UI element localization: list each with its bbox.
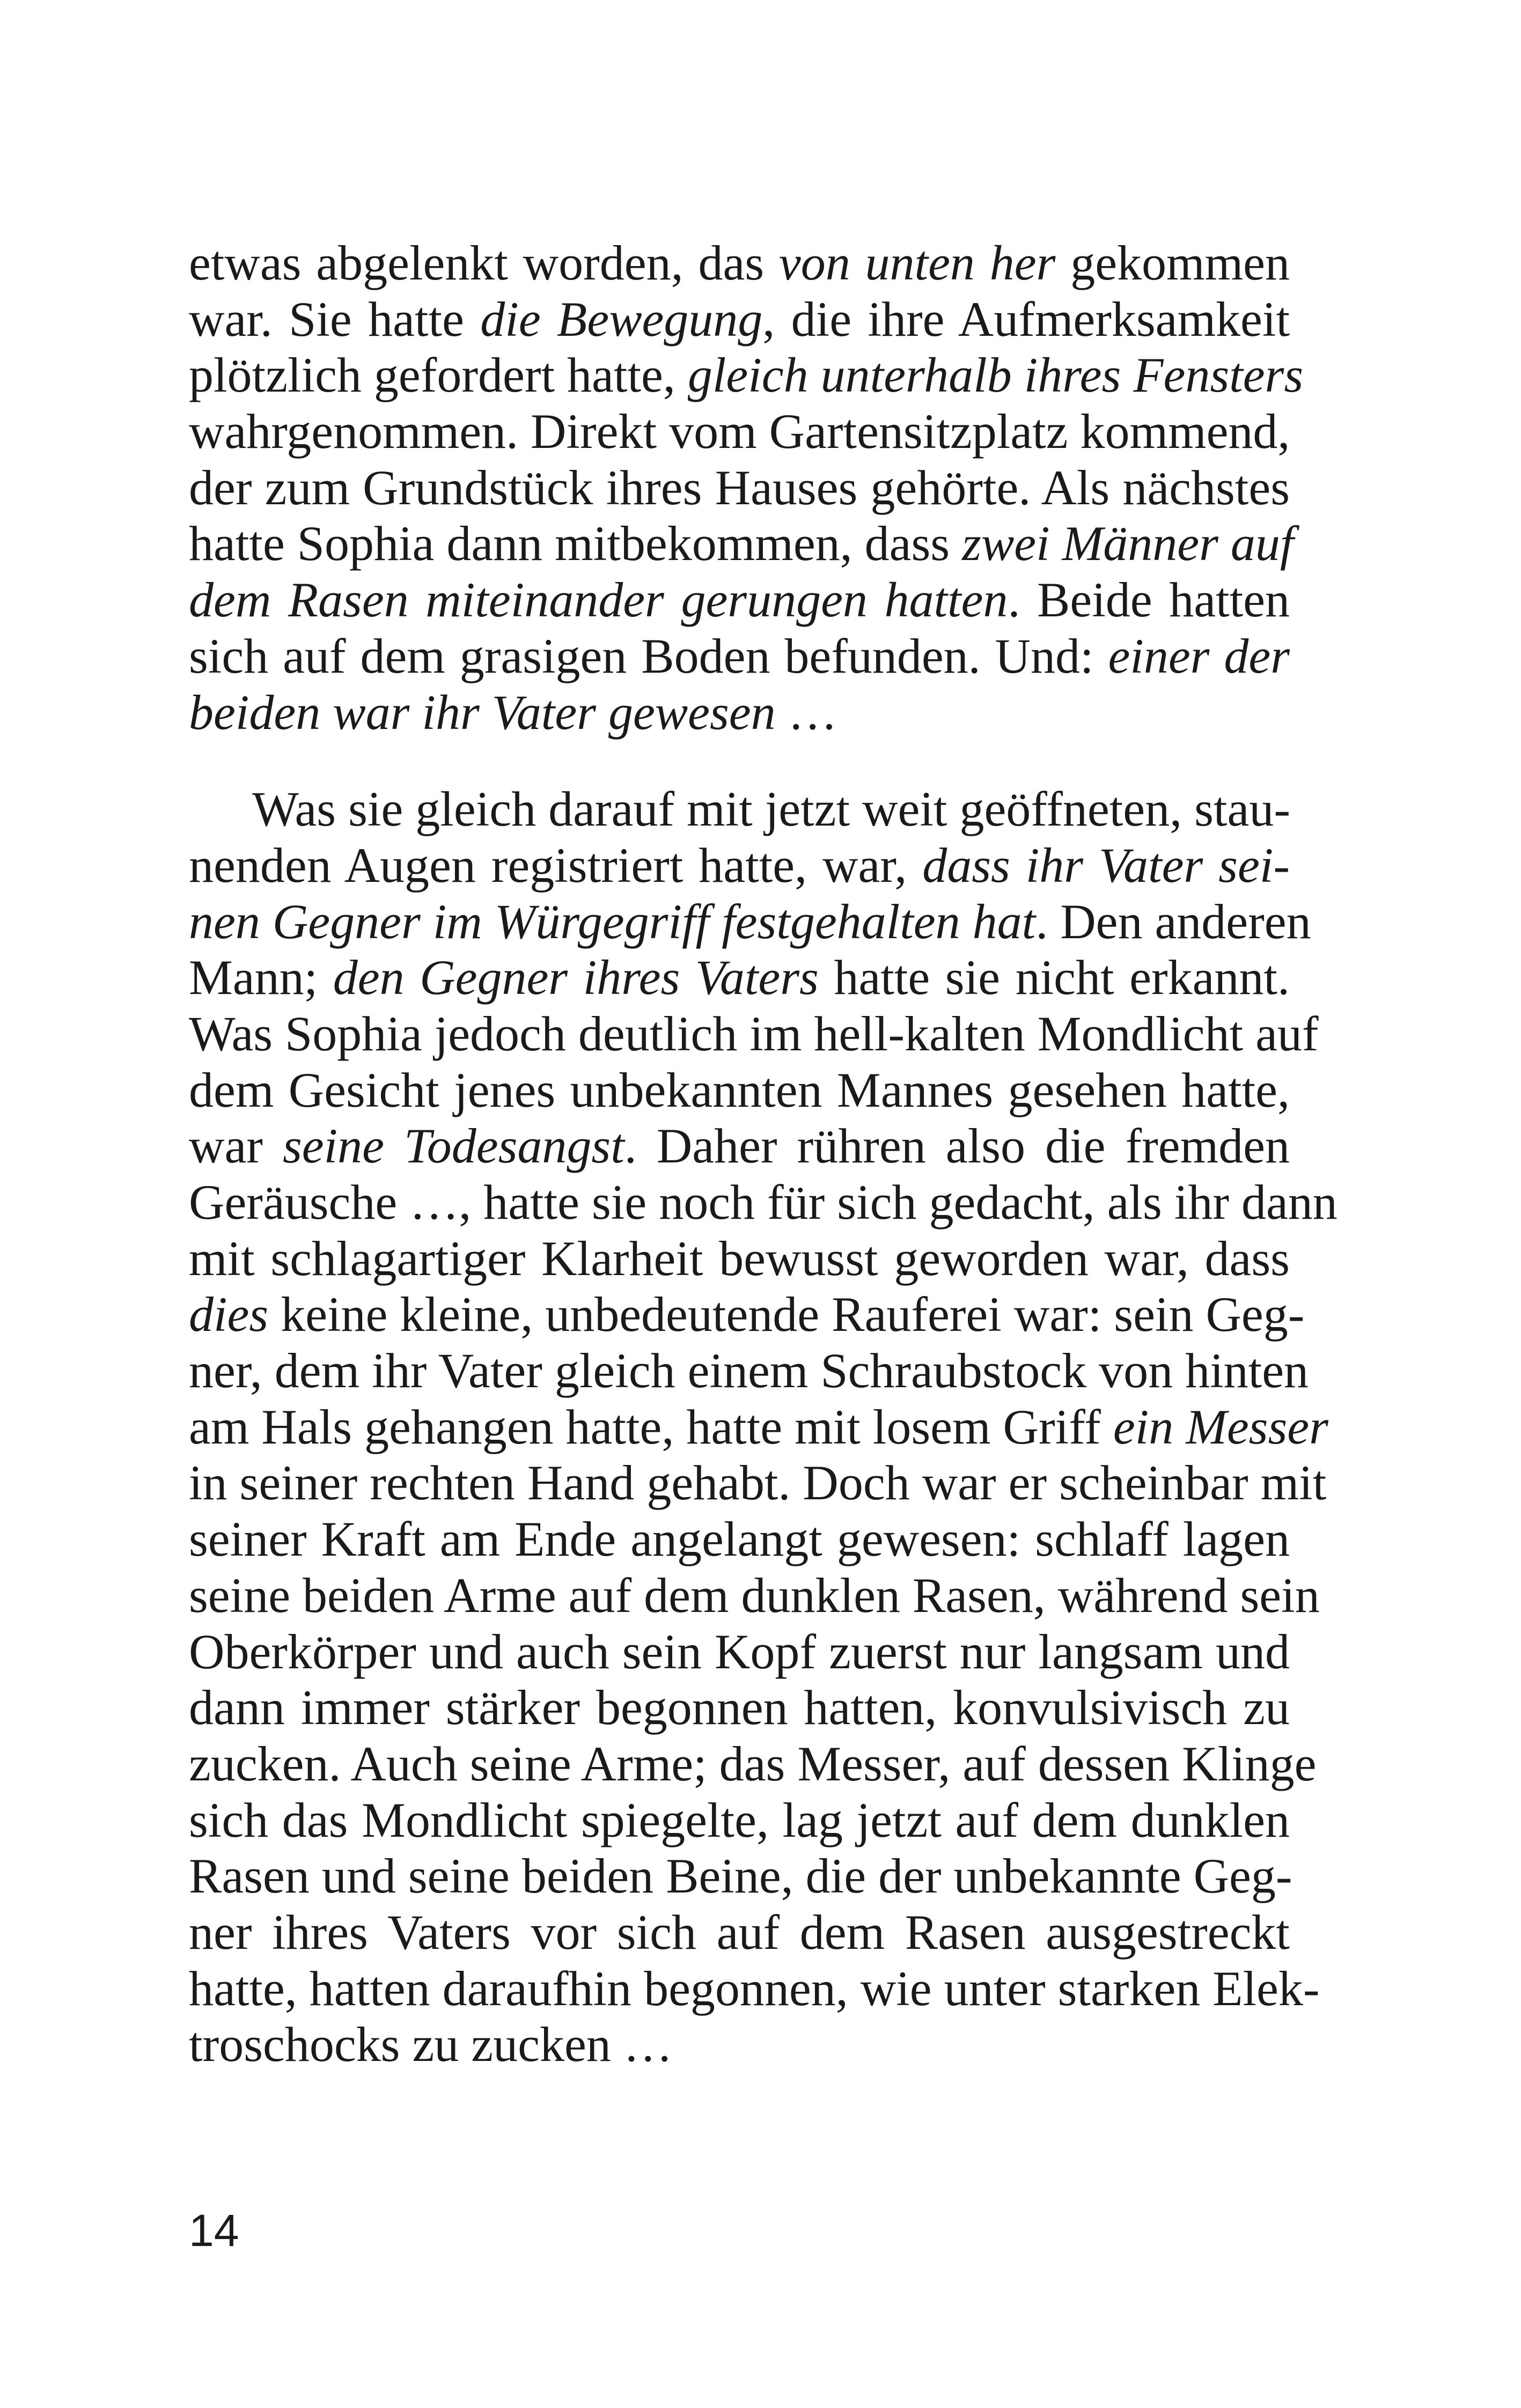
text-line [189, 516, 1294, 572]
text-line [189, 347, 1304, 403]
text-segment: wahrgenommen. Direkt vom Gartensitzplatz kommend, [189, 404, 1290, 459]
text-segment: seine beiden Arme auf dem dunklen Rasen, während sein [189, 1567, 1320, 1623]
italic-text: dies [189, 1287, 269, 1342]
italic-text: ein Messer [1113, 1399, 1328, 1454]
text-line [189, 1792, 1290, 1849]
paragraph [189, 235, 1304, 740]
text-segment: mit schlagartiger Klarheit bewusst geworden war, dass [189, 1231, 1290, 1286]
text-line [189, 460, 1290, 516]
text-segment: seiner Kraft am Ende angelangt gewesen: schlaff lagen [189, 1512, 1290, 1567]
italic-text: dass ihr Vater sei- [922, 837, 1290, 893]
italic-text: einer der [1108, 628, 1290, 683]
text-line [189, 235, 1290, 291]
text-segment: plötzlich gefordert hatte, [189, 348, 688, 403]
text-segment: am Hals gehangen hatte, hatte mit losem Griff [189, 1399, 1113, 1454]
italic-text: von unten her [778, 235, 1056, 290]
italic-text: dem Rasen miteinander gerungen hatten [189, 572, 1008, 628]
text-line [189, 837, 1290, 894]
text-segment: … [775, 684, 837, 740]
text-line [189, 1062, 1290, 1118]
text-segment: der zum Grundstück ihres Hauses gehörte. Als nächstes [189, 460, 1290, 515]
text-segment: in seiner rechten Hand gehabt. Doch war er scheinbar mit [189, 1455, 1327, 1511]
text-line [189, 572, 1290, 628]
text-line [189, 949, 1290, 1006]
text-segment: sich auf dem grasigen Boden befunden. Und: [189, 628, 1108, 683]
text-line [189, 628, 1290, 684]
text-line [189, 1174, 1338, 1231]
paragraph-gap [189, 740, 1290, 781]
text-line [189, 1286, 1305, 1343]
text-segment: war. Sie hatte [189, 291, 481, 347]
text-segment: Was Sophia jedoch deutlich im hell-kalten Mondlicht auf [189, 1006, 1319, 1061]
italic-text: gleich unterhalb ihres Fensters [687, 348, 1304, 403]
text-segment: Rasen und seine beiden Beine, die der unbekannte Geg- [189, 1849, 1292, 1904]
text-segment: hatte sie nicht erkannt. [818, 950, 1290, 1005]
text-segment: . Daher rühren also die fremden [624, 1118, 1290, 1174]
text-segment: keine kleine, unbedeutende Rauferei war: sein Geg- [268, 1287, 1305, 1342]
text-segment: Geräusche …, hatte sie noch für sich gedacht, als ihr dann [189, 1175, 1338, 1229]
text-line [189, 781, 1290, 837]
text-line [189, 894, 1311, 950]
paragraph [189, 781, 1338, 2073]
text-segment: war [189, 1118, 283, 1174]
text-segment: dem Gesicht jenes unbekannten Mannes gesehen hatte, [189, 1062, 1290, 1117]
page-number: 14 [189, 2205, 239, 2256]
text-segment: Was sie gleich darauf mit jetzt weit geöffneten, stau- [252, 782, 1290, 837]
italic-text: den Gegner ihres Vaters [333, 950, 819, 1005]
text-line [189, 1848, 1290, 1904]
text-segment: Mann; [189, 950, 333, 1005]
text-line [189, 1624, 1290, 1680]
text-segment: . Beide hatten [1008, 572, 1290, 628]
text-line [189, 1343, 1309, 1399]
italic-text: zwei Männer auf [962, 516, 1294, 571]
text-segment: . Den anderen [1035, 894, 1311, 949]
text-line [189, 1455, 1327, 1511]
text-segment: Oberkörper und auch sein Kopf zuerst nur langsam und [189, 1624, 1290, 1679]
text-segment: dann immer stärker begonnen hatten, konvulsivisch zu [189, 1680, 1290, 1735]
text-segment: zucken. Auch seine Arme; das Messer, auf dessen Klinge [189, 1736, 1317, 1791]
text-line [189, 1511, 1290, 1567]
text-line [189, 2016, 1290, 2073]
text-line [189, 684, 1290, 741]
text-segment: gekommen [1055, 235, 1290, 290]
text-segment: , die ihre Aufmerksamkeit [762, 291, 1290, 347]
text-line [189, 403, 1290, 460]
text-line [189, 1680, 1290, 1736]
text-segment: hatte, hatten daraufhin begonnen, wie unter starken Elek- [189, 1961, 1320, 2016]
text-line [189, 1904, 1290, 1961]
text-line [189, 1567, 1320, 1624]
text-segment: ner ihres Vaters vor sich auf dem Rasen ausgestreckt [189, 1904, 1290, 1960]
italic-text: beiden war ihr Vater gewesen [189, 684, 776, 740]
text-segment: etwas abgelenkt worden, das [189, 235, 779, 290]
text-segment: nenden Augen registriert hatte, war, [189, 837, 923, 893]
text-segment: ner, dem ihr Vater gleich einem Schraubstock von hinten [189, 1343, 1309, 1398]
text-line [189, 291, 1290, 348]
italic-text: die Bewegung [480, 291, 763, 347]
text-line [189, 1399, 1328, 1455]
italic-text: nen Gegner im Würgegriff festgehalten hat [189, 894, 1036, 949]
body-text [189, 235, 1338, 2073]
text-line [189, 1006, 1319, 1062]
text-segment: hatte Sophia dann mitbekommen, dass [189, 516, 962, 571]
text-segment: troschocks zu zucken … [189, 2017, 673, 2072]
text-line [189, 1231, 1290, 1287]
text-line [189, 1736, 1317, 1792]
text-line [189, 1118, 1290, 1174]
text-line [189, 1961, 1320, 2017]
text-segment: sich das Mondlicht spiegelte, lag jetzt auf dem dunklen [189, 1792, 1290, 1847]
italic-text: seine Todesangst [282, 1118, 624, 1174]
